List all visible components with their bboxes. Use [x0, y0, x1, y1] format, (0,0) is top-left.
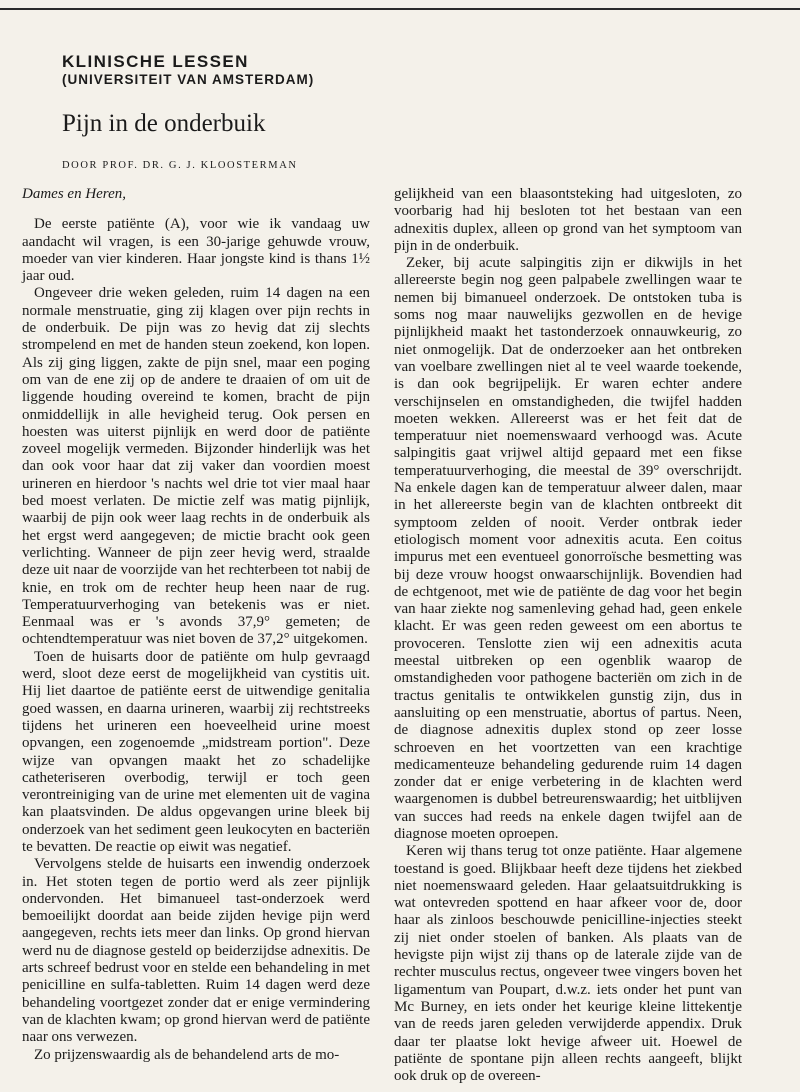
top-rule [0, 8, 800, 10]
paragraph: Toen de huisarts door de patiënte om hulp gevraagd werd, sloot deze eerst de mogelijkheid van cystitis uit. Hij liet daartoe de patiënte eerst de uitwendige genitalia goed wassen, en daarna urineren, waarbij zij rechtstreeks tijdens het urineren een hoeveelheid urine moest opvangen, een zogenoemde „midstream portion". Deze wijze van opvangen maakt het zo schadelijke catheteriseren overbodig, terwijl er toch geen verontreiniging van de urine met elementen uit de vagina kan plaatsvinden. De aldus opgevangen urine bleek bij onderzoek van het sediment geen leukocyten en bacteriën te bevatten. De reactie op eiwit was negatief. [22, 648, 370, 855]
paragraph: Zo prijzenswaardig als de behandelend arts de mo- [34, 1046, 340, 1063]
right-column [394, 186, 742, 1085]
paragraph: Zeker, bij acute salpingitis zijn er dikwijls in het allereerste begin nog geen palpabele zwellingen waar te nemen bij bimanueel onderzoek. De ontstoken tuba is soms nog maar nauwelijks gezwollen en de hevige pijnlijkheid maakt het tastonderzoek onnauwkeurig, zo niet onmogelijk. Dat de onderzoeker aan het ontbreken van voelbare zwellingen niet al te veel waarde toekende, is dan ook begrijpelijk. Er waren echter andere verschijnselen en omstandigheden, die twijfel hadden moeten wekken. Allereerst was er het feit dat de temperatuur niet noemenswaard verhoogd was. Acute salpingitis gaat vrijwel altijd gepaard met een fikse temperatuurverhoging, die meestal de 39° overschrijdt. Na enkele dagen kan de temperatuur alweer dalen, maar in het allereerste begin van de klachten ontbreekt dit symptoom zelden of nooit. Verder ontbrak ieder etiologisch moment voor adnexitis acuta. Een coitus impurus met een eventueel gonorroïsche besmetting was bij deze vrouw hoogst onwaarschijnlijk. Bovendien had de echtgenoot, met wie de patiënte de dag voor het begin van haar ziekte nog samenleving gehad had, geen enkele klacht. Er was geen reden geweest om een abortus te provoceren. Tenslotte zien wij een adnexitis acuta meestal uitbreken op een ogenblik waarop de omstandigheden voor pathogene bacteriën om zich in de tractus genitalis te ontwikkelen gunstig zijn, dus in aansluiting op een menstruatie, abortus of partus. Neen, de diagnose adnexitis duplex stond op zeer losse schroeven en het voortzetten van een krachtige medicamenteuze behandeling gedurende ruim 14 dagen zonder dat er enige verbetering in de klachten werd waargenomen is dubbel betreurenswaardig; het uitblijven van succes had reeds na enkele dagen twijfel aan de diagnose moeten oproepen. [394, 255, 742, 842]
series-title: KLINISCHE LESSEN [62, 52, 249, 71]
salutation: Dames en Heren, [22, 186, 126, 202]
left-column [22, 186, 370, 1064]
paragraph: Ongeveer drie weken geleden, ruim 14 dagen na een normale menstruatie, ging zij klagen over pijn rechts in de onderbuik. De pijn was zo hevig dat zij slechts strompelend en met de handen steun zoekend, kon lopen. Als zij ging liggen, zakte de pijn snel, maar een poging om van de ene zij op de andere te draaien of om uit de liggende houding overeind te komen, bracht de pijn onmiddellijk in alle hevigheid terug. Ook persen en hoesten was uiterst pijnlijk en werd door de patiënte zoveel mogelijk vermeden. Bijzonder hinderlijk was het dan ook voor haar dat zij vaker dan voordien moest urineren en hierdoor 's nachts wel drie tot vier maal haar bed moest verlaten. De mictie zelf was matig pijnlijk, waarbij de pijn ook weer laag rechts in de onderbuik als het ergst werd aangegeven; de mictie bracht ook geen verlichting. Wanneer de pijn zeer hevig werd, straalde deze uit naar de voorzijde van het rechterbeen tot nabij de knie, en trok om de rechter heup heen naar de rug. Temperatuurverhoging van betekenis was er niet. Eenmaal was er 's avonds 37,9° gemeten; de ochtendtemperatuur was niet boven de 37,2° uitgekomen. [22, 285, 370, 648]
paragraph-continued: gelijkheid van een blaasontsteking had uitgesloten, zo voorbarig had hij besloten tot het bestaan van een adnexitis duplex, alleen op grond van het symptoom van pijn in de onderbuik. [394, 186, 742, 254]
article-title: Pijn in de onderbuik [62, 110, 266, 137]
paragraph: Keren wij thans terug tot onze patiënte. Haar algemene toestand is goed. Blijkbaar heeft deze tijdens het ziekbed niet noemenswaard geleden. Haar gelaatsuitdrukking is wat ontevreden spottend en haar afkeer voor de, door haar als zinloos beschouwde penicilline-injecties steekt zij niet onder stoelen of banken. Als plaats van de hevigste pijn wijst zij thans op de laterale zijde van de rechter musculus rectus, ongeveer twee vingers boven het ligamentum van Poupart, d.w.z. iets onder het punt van Mc Burney, en iets onder het keurige kleine littekentje van de reeds jaren geleden verwijderde appendix. Druk daar ter plaatse lokt hevige afweer uit. Hoewel de patiënte de spontane pijn alleen rechts aangeeft, blijkt ook druk op de overeen- [394, 843, 742, 1085]
paragraph: Vervolgens stelde de huisarts een inwendig onderzoek in. Het stoten tegen de portio werd als zeer pijnlijk ondervonden. Het bimanueel tast-onderzoek werd bemoeilijkt doordat aan beide zijden hevige pijn werd aangegeven, rechts iets meer dan links. Op grond hiervan werd nu de diagnose gesteld op beiderzijdse adnexitis. De arts schreef bedrust voor en stelde een behandeling in met penicilline en sulfa-tabletten. Ruim 14 dagen werd deze behandeling voortgezet zonder dat er enige vermindering van de klachten kwam; op grond hiervan werd de patiënte naar ons verwezen. [22, 856, 370, 1046]
byline: DOOR PROF. DR. G. J. KLOOSTERMAN [62, 160, 298, 171]
paragraph: De eerste patiënte (A), voor wie ik vandaag uw aandacht wil vragen, is een 30-jarige gehuwde vrouw, moeder van vier kinderen. Haar jongste kind is thans 1½ jaar oud. [22, 216, 370, 285]
article-header [62, 52, 762, 171]
series-subtitle: (UNIVERSITEIT VAN AMSTERDAM) [62, 72, 315, 87]
